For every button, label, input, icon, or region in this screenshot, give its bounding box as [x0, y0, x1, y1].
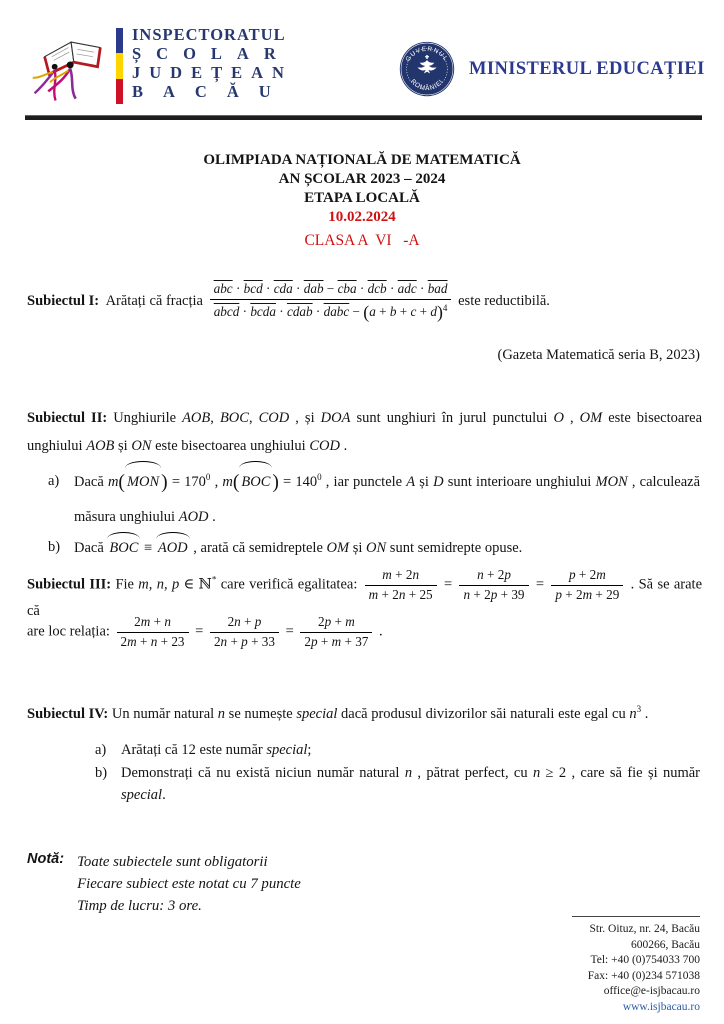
text-segment: special [296, 706, 338, 722]
fraction [365, 567, 437, 603]
class-heading: CLASA A VI -A [304, 232, 420, 249]
subject-2-intro [27, 404, 702, 460]
text-segment: Subiectul III: [27, 576, 112, 593]
subject-3-line1 [27, 567, 702, 620]
text-segment: $\overline{adc}$ [397, 281, 417, 296]
text-segment: se numește [225, 706, 297, 722]
text-segment: 2 [318, 614, 325, 629]
text-segment: + 29 [592, 586, 620, 602]
text-segment: a [369, 303, 376, 319]
text-segment: · [356, 281, 368, 296]
text-segment: 0 [317, 472, 322, 483]
text-segment: + 2 [575, 567, 597, 582]
text-segment: 2 [227, 614, 235, 629]
text-segment: + 2 [391, 567, 413, 582]
ministry-name: MINISTERUL EDUCAȚIEI [469, 58, 705, 79]
text-segment: 3 [636, 704, 642, 715]
text-segment: 2 [120, 633, 128, 649]
text-segment: ON [131, 438, 152, 454]
text-segment: ( [363, 301, 370, 322]
isj-name-line1: INSPECTORATUL [132, 25, 286, 44]
text-segment: n [234, 614, 241, 629]
text-segment: n [463, 586, 471, 602]
text-segment: m [596, 567, 606, 582]
text-segment: + 2 [378, 586, 399, 602]
text-segment: n [217, 706, 226, 722]
fraction-denominator [300, 633, 372, 651]
text-segment: ≡ [140, 539, 156, 556]
text-segment: COD [258, 410, 290, 426]
text-segment: sunt unghiuri în jurul punctului [350, 410, 554, 426]
text-segment: · [275, 303, 287, 319]
item-label-b: b) [48, 538, 61, 555]
seal-bottom-text: ROMÂNIEI [409, 78, 445, 92]
stage: ETAPA LOCALĂ [304, 190, 420, 206]
text-segment: + [331, 614, 346, 629]
text-segment: + 2 [470, 586, 491, 602]
text-segment: m [140, 614, 151, 629]
text-segment: special [121, 787, 163, 803]
text-segment: ON [366, 539, 387, 556]
text-segment: Fie [111, 576, 139, 593]
text-segment: + 23 [157, 633, 185, 649]
text-segment: . [208, 508, 216, 525]
text-segment: BOC [239, 464, 272, 499]
text-segment: · [262, 281, 274, 296]
text-segment: Arătați că fracția [99, 293, 207, 310]
text-segment: = [191, 623, 207, 640]
text-segment: dabc [323, 303, 350, 319]
fraction-denominator [365, 586, 437, 604]
text-segment: bcda [250, 303, 276, 319]
fraction-denominator [459, 586, 528, 604]
school-year: AN ȘCOLAR 2023 – 2024 [278, 171, 446, 187]
note-label: Notă: [27, 851, 65, 867]
text-segment: Subiectul IV: [27, 706, 109, 722]
text-segment: p [311, 633, 318, 649]
footer-contact [470, 916, 700, 1015]
footer-phone: Tel: +40 (0)754033 700 [590, 954, 700, 966]
text-segment: · [312, 303, 324, 319]
text-segment: · [416, 281, 428, 296]
fraction-numerator [117, 614, 189, 633]
subject-3-line2 [27, 614, 702, 650]
text-segment: ) [436, 301, 443, 322]
text-segment: sunt interioare unghiului [443, 474, 596, 490]
text-segment: . [641, 706, 649, 722]
text-segment: , [210, 474, 223, 490]
subject-1-source: (Gazeta Matematică seria B, 2023) [497, 347, 700, 363]
text-segment: p [568, 567, 576, 582]
text-segment: $\overline{cda}$ [273, 281, 293, 296]
title-block [0, 151, 724, 227]
text-segment: n [629, 706, 637, 722]
flag-yellow-stripe [116, 53, 123, 78]
isj-name [132, 25, 293, 101]
text-segment: abcd [213, 303, 240, 319]
text-segment: ) [161, 471, 168, 493]
fraction [551, 567, 623, 603]
ministry-logo [398, 40, 705, 98]
fraction [459, 567, 528, 603]
text-segment: · [232, 281, 244, 296]
text-segment: $\overline{abc}$ [213, 281, 233, 296]
text-segment: + [227, 633, 242, 649]
text-segment: , [164, 576, 172, 593]
header-divider [25, 115, 702, 120]
fraction-numerator [210, 614, 279, 633]
text-segment: m [138, 576, 149, 593]
text-segment: = [531, 576, 549, 593]
text-segment: ( [118, 471, 125, 493]
text-segment: + [136, 633, 151, 649]
text-segment: , arată că semidreptele [189, 539, 327, 556]
text-segment: Subiectul II: [27, 410, 108, 426]
text-segment: n [398, 586, 406, 602]
text-segment: COD [309, 438, 340, 454]
note-line: Toate subiectele sunt obligatorii [77, 854, 268, 870]
fraction-denominator [117, 633, 189, 651]
subject-1-statement [27, 281, 700, 323]
fraction [210, 281, 452, 323]
subject-4-list [95, 739, 700, 807]
text-segment: p [254, 614, 262, 629]
text-segment: p [324, 614, 332, 629]
text-segment: $\overline{dcb}$ [367, 281, 387, 296]
text-segment: b [389, 303, 397, 319]
text-segment: Subiectul I: [27, 293, 100, 310]
text-segment: p [555, 586, 562, 602]
text-segment: O [553, 410, 564, 426]
fraction-denominator [210, 633, 279, 651]
text-segment: . Să se arate că [27, 576, 703, 619]
text-segment: n [477, 567, 484, 582]
text-segment: m [107, 474, 119, 490]
isj-logo-book-figures-icon [30, 22, 114, 106]
text-segment: + [240, 614, 255, 629]
text-segment: $\overline{cba}$ [337, 281, 357, 296]
text-segment: AOB [86, 438, 115, 454]
text-segment: $\overline{bad}$ [427, 281, 448, 296]
exam-date: 10.02.2024 [328, 209, 396, 225]
subject-4-intro [27, 706, 702, 723]
fraction-numerator [551, 567, 623, 586]
item-label-a: a) [95, 742, 107, 758]
text-segment: . [375, 623, 383, 640]
seal-top-text: GUVERNUL [404, 45, 450, 63]
text-segment: = [439, 576, 457, 593]
text-segment: · [239, 303, 251, 319]
text-segment: dacă produsul divizorilor săi naturali este egal cu [337, 706, 630, 722]
text-segment: MON [125, 464, 161, 499]
fraction-denominator [551, 586, 623, 604]
text-segment: MON [595, 474, 628, 490]
text-segment: + 2 [483, 567, 505, 582]
text-segment: . [162, 787, 166, 803]
text-segment: p [490, 586, 498, 602]
text-segment: OM [579, 410, 603, 426]
fraction [300, 614, 372, 650]
footer-address-line: Str. Oituz, nr. 24, Bacău [589, 923, 700, 935]
website-link[interactable]: www.isjbacau.ro [622, 1000, 700, 1013]
text-segment: , iar punctele [321, 474, 407, 490]
romanian-flag-bar [116, 28, 123, 104]
text-segment: 4 [442, 302, 448, 313]
text-segment: și [415, 474, 434, 490]
text-segment: + [317, 633, 332, 649]
text-segment: special [266, 742, 308, 758]
text-segment: ( [232, 471, 240, 493]
text-segment: 2 [134, 614, 141, 629]
text-segment: c [410, 303, 417, 319]
text-segment: Dacă [74, 539, 108, 556]
footer-email: office@e-isjbacau.ro [603, 985, 700, 997]
note-block [27, 851, 301, 917]
text-segment: DOA [320, 410, 351, 426]
fraction [117, 614, 189, 650]
text-segment: + 33 [247, 633, 275, 649]
text-segment: , [563, 410, 580, 426]
text-segment: și [349, 539, 367, 556]
note-lines [77, 851, 301, 917]
footer-address-line: 600266, Bacău [631, 938, 700, 951]
text-segment: m [345, 614, 355, 629]
text-segment: · [386, 281, 398, 296]
isj-bacau-logo [30, 22, 293, 106]
isj-name-line3: JUDEȚEAN [132, 63, 293, 82]
text-segment: * [211, 574, 217, 585]
text-segment: + [416, 303, 431, 319]
text-segment: , [248, 410, 259, 426]
text-segment: AOD [178, 508, 209, 525]
text-segment: m [382, 567, 392, 582]
text-segment: d [430, 303, 437, 319]
text-segment: = [281, 623, 298, 640]
item-text-b [121, 762, 700, 807]
text-segment: + 37 [341, 633, 369, 649]
text-segment: sunt semidrepte opuse. [386, 539, 523, 556]
text-segment: 0 [205, 472, 211, 483]
fraction-numerator [300, 614, 372, 633]
subject-2-item-b [48, 535, 700, 560]
text-segment: n [164, 614, 171, 629]
text-segment: , pătrat perfect, cu [412, 764, 533, 781]
text-segment: este bisectoarea unghiului [27, 410, 703, 454]
note-line: Timp de lucru: 3 ore. [77, 898, 202, 914]
text-segment: ; [307, 742, 312, 758]
text-segment: n [532, 764, 541, 781]
text-segment: n [156, 576, 164, 593]
item-label-a: a) [48, 473, 60, 489]
subject-2-list [48, 464, 700, 560]
text-segment: $\overline{dab}$ [303, 281, 324, 296]
text-segment: p [504, 567, 511, 582]
text-segment: Unghiurile [107, 410, 183, 426]
text-segment: 2 [304, 633, 312, 649]
subject-4-item-b [95, 762, 700, 807]
text-segment: , și [289, 410, 321, 426]
text-segment: − [323, 281, 338, 296]
text-segment: m [222, 474, 233, 490]
text-segment: , calculează măsura unghiului [74, 474, 701, 525]
text-segment: + 25 [405, 586, 433, 602]
text-segment: D [433, 474, 444, 490]
text-segment: p [241, 633, 248, 649]
isj-name-line2: ȘCOLAR [132, 44, 291, 63]
footer-fax: Fax: +40 (0)234 571038 [587, 969, 700, 982]
item-text-a [74, 464, 700, 534]
text-segment: p [171, 576, 180, 593]
text-segment: n [412, 567, 420, 582]
text-segment: · [292, 281, 304, 296]
text-segment: = 170 [167, 474, 206, 490]
text-segment: + 2 [561, 586, 583, 602]
text-segment: Arătați că 12 este număr [121, 742, 267, 758]
item-text-b [74, 535, 700, 560]
text-segment: și [114, 438, 132, 454]
text-segment: este bisectoarea unghiului [151, 438, 310, 454]
text-segment: m [331, 633, 342, 649]
text-segment: m [368, 586, 379, 602]
text-segment: BOC [219, 410, 249, 426]
text-segment: − [349, 303, 364, 319]
text-segment: $\overline{bcd}$ [243, 281, 263, 296]
fraction-numerator [459, 567, 528, 586]
text-segment: m [127, 633, 137, 649]
text-segment: BOC [107, 535, 140, 560]
text-segment: 2 [213, 633, 221, 649]
text-segment: Dacă [74, 474, 108, 490]
flag-blue-stripe [116, 28, 123, 53]
text-segment: Un număr natural [108, 706, 218, 722]
fraction-numerator [365, 567, 437, 586]
text-segment: este reductibilă. [454, 293, 550, 310]
text-segment: A [406, 474, 416, 490]
text-segment: + [375, 303, 390, 319]
footer-divider [572, 916, 700, 917]
text-segment: . [339, 438, 348, 454]
text-segment: ≥ 2 , care să fie și număr [540, 764, 701, 781]
text-segment: , [210, 410, 220, 426]
text-segment: , [148, 576, 157, 593]
item-label-b: b) [95, 764, 108, 781]
text-segment: n [220, 633, 228, 649]
text-segment: + [396, 303, 411, 319]
text-segment: n [404, 764, 413, 781]
text-segment: + [150, 614, 165, 629]
text-segment: ) [272, 471, 279, 493]
subject-4-item-a [95, 739, 700, 762]
text-segment: + 39 [497, 586, 525, 602]
text-segment: = 140 [278, 474, 318, 490]
text-segment: n [150, 633, 158, 649]
text-segment: cdab [286, 303, 313, 319]
flag-red-stripe [116, 79, 123, 104]
text-segment: m [582, 586, 593, 602]
text-segment: OM [326, 539, 350, 556]
fraction-numerator [210, 281, 452, 300]
olympiad-title: OLIMPIADA NAȚIONALĂ DE MATEMATICĂ [203, 152, 521, 168]
item-text-a [121, 739, 700, 762]
text-segment: Demonstrați că nu există niciun număr natural [121, 764, 405, 781]
guvernul-romaniei-seal-icon [398, 40, 456, 98]
subject-2-item-a [48, 464, 700, 534]
text-segment: are loc relația: [27, 623, 114, 640]
text-segment: AOD [156, 535, 190, 560]
text-segment: ∈ ℕ [179, 576, 212, 593]
fraction [210, 614, 279, 650]
fraction-denominator [210, 300, 452, 323]
isj-name-line4: BACĂU [132, 82, 291, 101]
text-segment: AOB [182, 410, 211, 426]
text-segment: care verifică egalitatea: [216, 576, 362, 593]
note-line: Fiecare subiect este notat cu 7 puncte [77, 876, 301, 892]
